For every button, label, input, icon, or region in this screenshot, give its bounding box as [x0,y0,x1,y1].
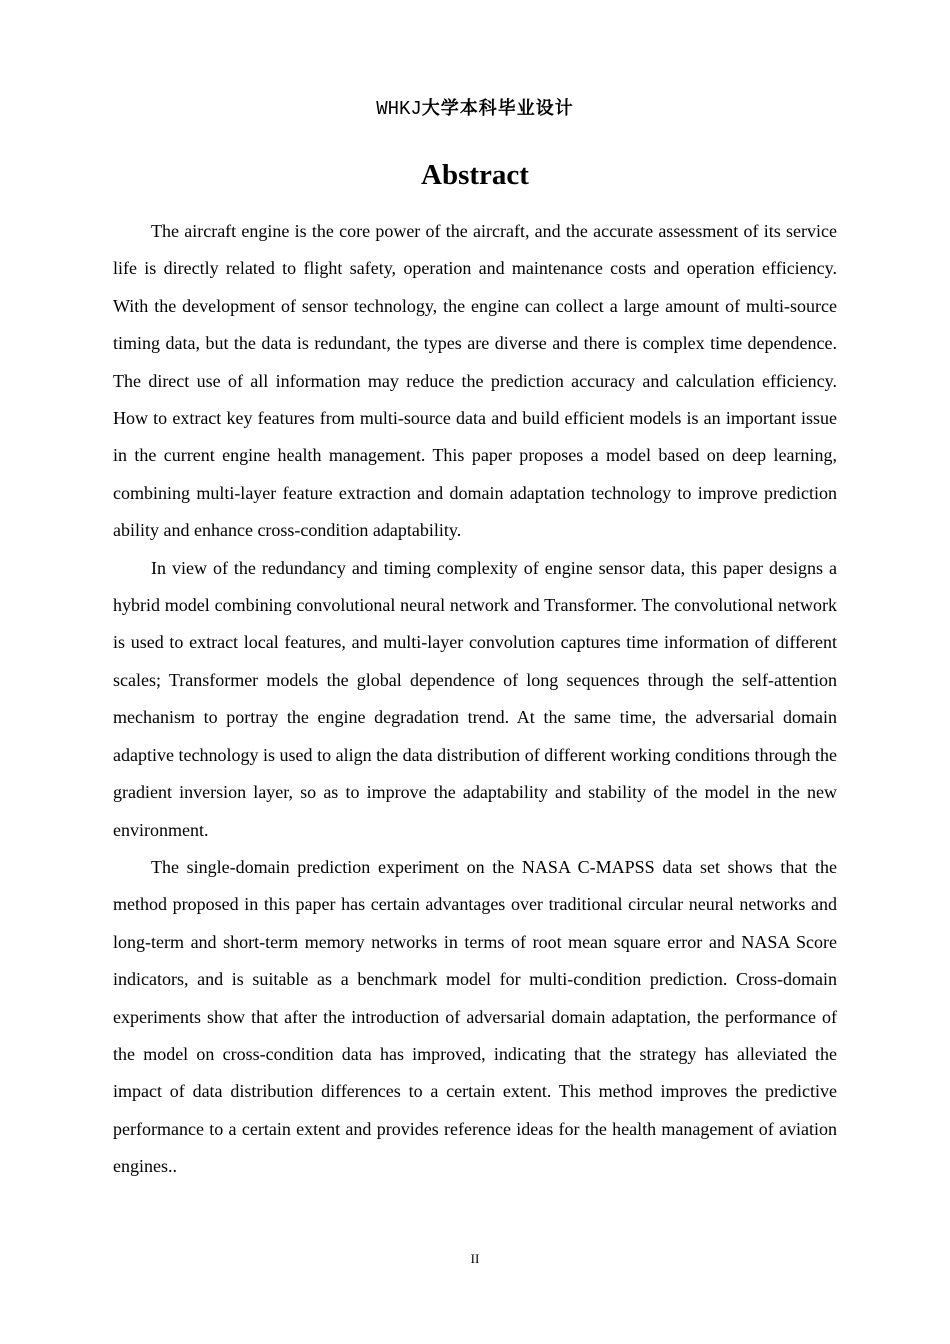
running-header [0,95,950,122]
abstract-paragraph-2: In view of the redundancy and timing complexity of engine sensor data, this paper designs a hybrid model combining convolutional neural network and Transformer. The convolutional network is used to extract local features, and multi-layer convolution captures time information of different scales; Transformer models the global dependence of long sequences through the self-attention mechanism to portray the engine degradation trend. At the same time, the adversarial domain adaptive technology is used to align the data distribution of different working conditions through the gradient inversion layer, so as to improve the adaptability and stability of the model in the new environment. [113,557,837,840]
abstract-body [113,213,837,1186]
abstract-title: Abstract [421,159,529,191]
abstract-paragraph-3: The single-domain prediction experiment on the NASA C-MAPSS data set shows that the method proposed in this paper has certain advantages over traditional circular neural networks and long-term and short-term memory networks in terms of root mean square error and NASA Score indicators, and is suitable as a benchmark model for multi-condition prediction. Cross-domain experiments show that after the introduction of adversarial domain adaptation, the performance of the model on cross-condition data has improved, indicating that the strategy has alleviated the impact of data distribution differences to a certain extent. This method improves the predictive performance to a certain extent and provides reference ideas for the health management of aviation engines.. [113,856,837,1177]
page-number: II [470,1251,480,1266]
abstract-paragraph-1: The aircraft engine is the core power of the aircraft, and the accurate assessment of its service life is directly related to flight safety, operation and maintenance costs and operation efficiency. With the development of sensor technology, the engine can collect a large amount of multi-source timing data, but the data is redundant, the types are diverse and there is complex time dependence. The direct use of all information may reduce the prediction accuracy and calculation efficiency. How to extract key features from multi-source data and build efficient models is an important issue in the current engine health management. This paper proposes a model based on deep learning, combining multi-layer feature extraction and domain adaptation technology to improve prediction ability and enhance cross-condition adaptability. [113,221,837,541]
header-institution-suffix: 大学本科毕业设计 [421,98,574,119]
header-institution-code: WHKJ [376,98,422,120]
